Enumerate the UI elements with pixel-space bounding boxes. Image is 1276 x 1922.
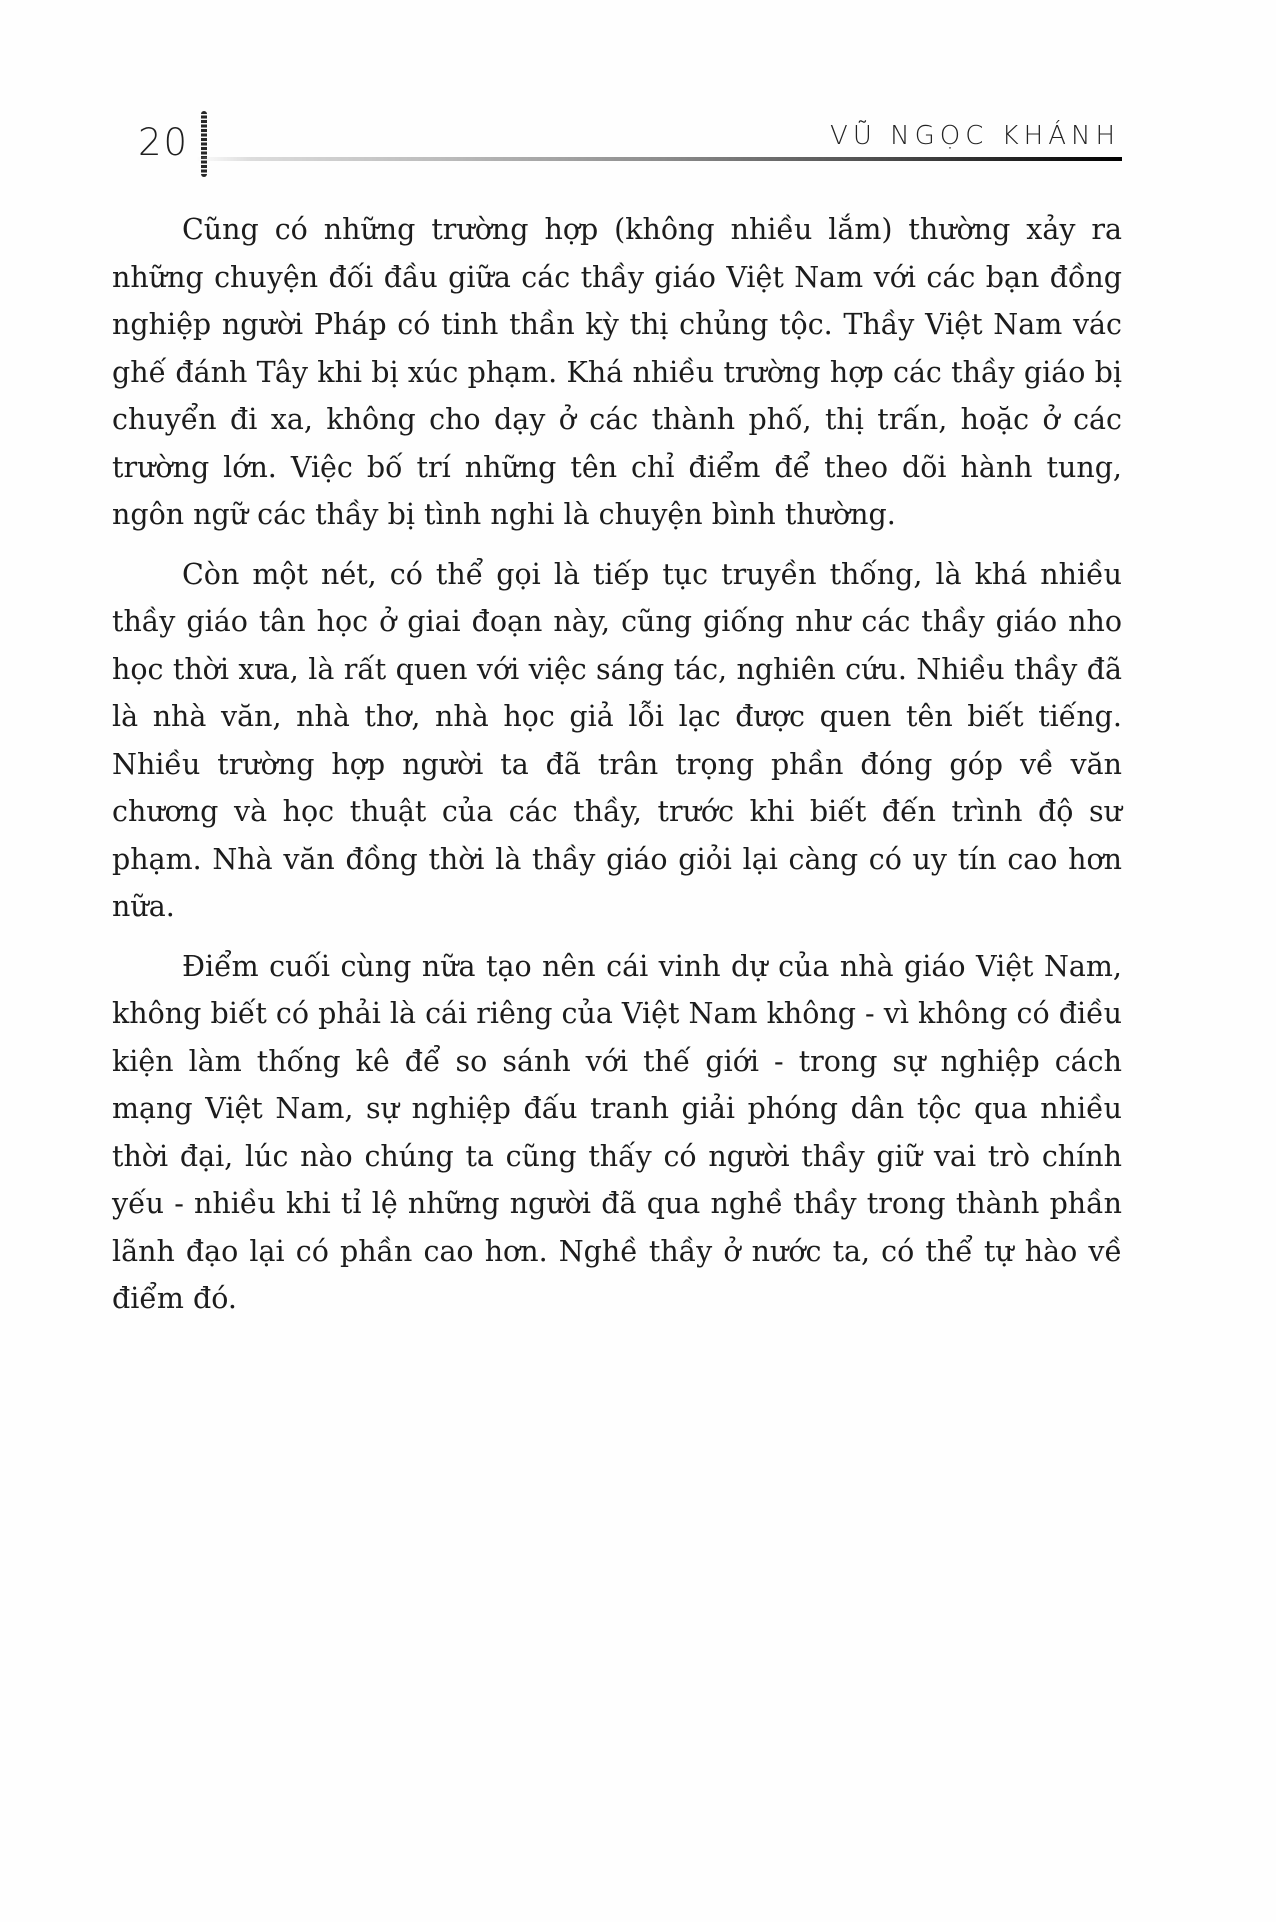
paragraph-1: Cũng có những trường hợp (không nhiều lắm) thường xảy ra những chuyện đối đầu giữa các thầy giáo Việt Nam với các bạn đồng nghiệp người Pháp có tinh thần kỳ thị chủng tộc. Thầy Việt Nam vác ghế đánh Tây khi bị xúc phạm. Khá nhiều trường hợp các thầy giáo bị chuyển đi xa, không cho dạy ở các thành phố, thị trấn, hoặc ở các trường lớn. Việc bố trí những tên chỉ điểm để theo dõi hành tung, ngôn ngữ các thầy bị tình nghi là chuyện bình thường. xyxy=(112,213,1122,531)
paragraph-3: Điểm cuối cùng nữa tạo nên cái vinh dự của nhà giáo Việt Nam, không biết có phải là cái riêng của Việt Nam không - vì không có điều kiện làm thống kê để so sánh với thế giới - trong sự nghiệp cách mạng Việt Nam, sự nghiệp đấu tranh giải phóng dân tộc qua nhiều thời đại, lúc nào chúng ta cũng thấy có người thầy giữ vai trò chính yếu - nhiều khi tỉ lệ những người đã qua nghề thầy trong thành phần lãnh đạo lại có phần cao hơn. Nghề thầy ở nước ta, có thể tự hào về điểm đó. xyxy=(112,949,1122,1315)
page-body xyxy=(112,206,1122,1323)
header-rule xyxy=(196,157,1122,161)
decorative-bead-bar xyxy=(201,111,207,177)
running-head-author: VŨ NGỌC KHÁNH xyxy=(830,121,1120,151)
page-number: 20 xyxy=(138,121,190,164)
paragraph-2: Còn một nét, có thể gọi là tiếp tục truyền thống, là khá nhiều thầy giáo tân học ở giai đoạn này, cũng giống như các thầy giáo nho học thời xưa, là rất quen với việc sáng tác, nghiên cứu. Nhiều thầy đã là nhà văn, nhà thơ, nhà học giả lỗi lạc được quen tên biết tiếng. Nhiều trường hợp người ta đã trân trọng phần đóng góp về văn chương và học thuật của các thầy, trước khi biết đến trình độ sư phạm. Nhà văn đồng thời là thầy giáo giỏi lại càng có uy tín cao hơn nữa. xyxy=(112,557,1122,923)
